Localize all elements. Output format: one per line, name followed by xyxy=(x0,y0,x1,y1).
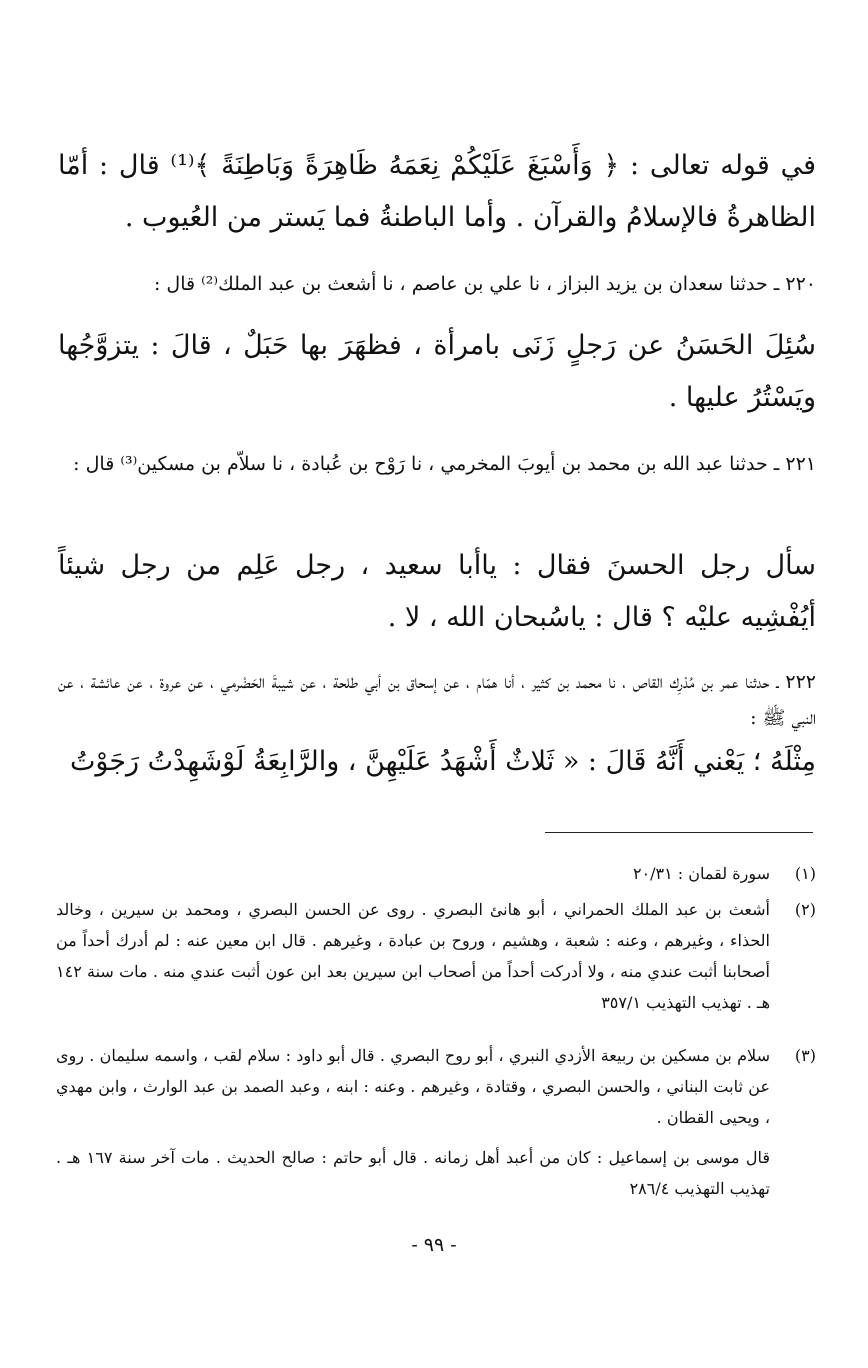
page-number: - ٩٩ - xyxy=(411,1234,457,1256)
hadith-220-chain: ٢٢٠ ـ حدثنا سعدان بن يزيد البزاز ، نا علي بن عاصم ، نا أشعث بن عبد الملك⁽²⁾ قال : xyxy=(153,273,816,295)
footnote-text: سورة لقمان : ٢٠/٣١ xyxy=(632,864,770,883)
hadith-222-text: مِثْلَهُ ؛ يَعْني أَنَّهُ قَالَ : « ثَلاثٌ أَشْهَدُ عَلَيْهِنَّ ، والرَّابِعَةُ لَوْشَهِدْتُ رَجَوْتُ xyxy=(69,746,816,777)
footnote-text: قال موسى بن إسماعيل : كان من أعبد أهل زمانه . قال أبو حاتم : صالح الحديث . مات آخر سنة ١٦٧ هـ . تهذيب التهذيب ٢٨٦/٤ xyxy=(56,1148,770,1198)
footnote-text: سلام بن مسكين بن ربيعة الأزدي النبري ، أبو روح البصري . قال أبو داود : سلام لقب ، واسمه سليمان . روى عن ثابت البناني ، والحسن البصري ، وقتادة ، وغيرهم . وعنه : ابنه ، وعبد الصمد بن عبد الوارث ، وابن مهدي ، ويحيى القطان . xyxy=(56,1046,770,1127)
footnote-number xyxy=(770,1142,816,1204)
footnote-number: (٢) xyxy=(794,900,816,919)
footnote-3-continued xyxy=(56,1142,816,1204)
hadith-221-chain: ٢٢١ ـ حدثنا عبد الله بن محمد بن أيوبَ المخرمي ، نا رَوْح بن عُبادة ، نا سلاّم بن مسكين⁽³⁾ قال : xyxy=(73,453,816,475)
footnote-2 xyxy=(56,894,816,1018)
hadith-222-chain: ٢٢٢ ـ حدثنا عمر بن مُدْرِك القاص ، نا محمد بن كثير ، أنا همّام ، عن إسحاق بن أبي طلحة ، عن شيبةَ الحَضْرمي ، عن عروة ، عن عائشة ، عن النبي ﷺ : xyxy=(58,671,816,729)
footnote-separator xyxy=(545,832,813,833)
hadith-221-text: سأل رجل الحسنَ فقال : ياأبا سعيد ، رجل عَلِم من رجل شيئاً أيُفْشِيه عليْه ؟ قال : ياسُبحان الله ، لا . xyxy=(58,550,816,633)
footnote-number: (١) xyxy=(794,864,816,883)
hadith-220-text: سُئِلَ الحَسَنُ عن رَجلٍ زَنَى بامرأة ، فظهَرَ بها حَبَلٌ ، قالَ : يتزوَّجُها ويَسْتُرُ عليها . xyxy=(58,330,816,413)
footnote-number: (٣) xyxy=(794,1046,816,1065)
footnote-3 xyxy=(56,1040,816,1133)
paragraph-1: في قوله تعالى : ﴿ وَأَسْبَغَ عَلَيْكُمْ نِعَمَهُ ظَاهِرَةً وَبَاطِنَةً ﴾⁽¹⁾ قال : أمّا الظاهرةُ فالإسلامُ والقرآن . وأما الباطنةُ فما يَستر من العُيوب . xyxy=(58,150,817,233)
footnote-1 xyxy=(56,858,816,889)
footnote-text: أشعث بن عبد الملك الحمراني ، أبو هانئ البصري . روى عن الحسن البصري ، ومحمد بن سيرين ، وخالد الحذاء ، وغيرهم ، وعنه : شعبة ، وهشيم ، وروح بن عبادة ، وغيرهم . قال ابن معين عنه : لم أدرك أحداً من أصحابنا أثبت عندي منه ، ولا أدركت أحداً من أصحاب ابن سيرين بعد ابن عون أثبت عندي منه . مات سنة ١٤٢ هـ . تهذيب التهذيب ٣٥٧/١ xyxy=(56,900,771,1012)
